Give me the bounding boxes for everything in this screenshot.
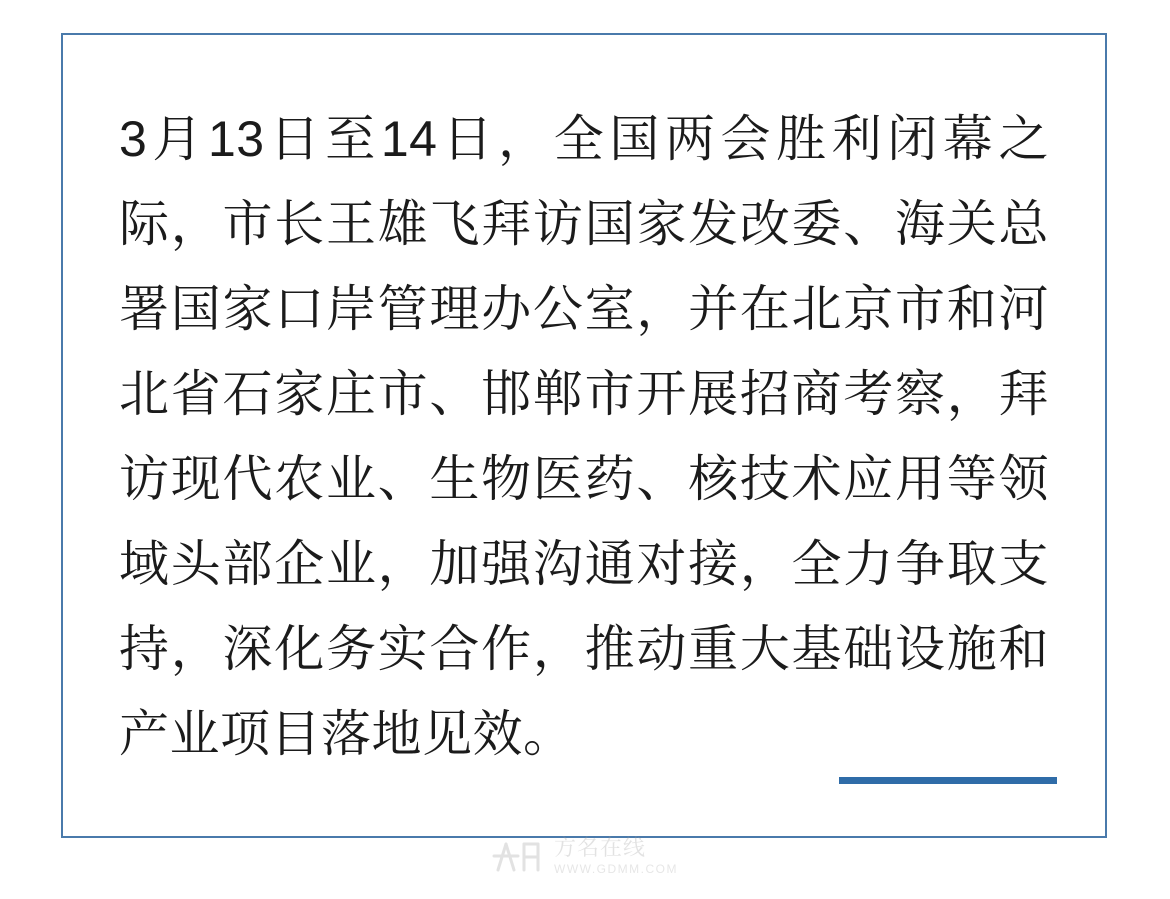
document-card <box>61 33 1107 838</box>
watermark-url: WWW.GDMM.COM <box>554 862 678 876</box>
watermark-name: 方名在线 <box>554 835 647 860</box>
accent-rule <box>839 777 1057 784</box>
watermark-text <box>554 837 678 875</box>
document-body-text: 3月13日至14日，全国两会胜利闭幕之际，市长王雄飞拜访国家发改委、海关总署国家口岸管理办公室，并在北京市和河北省石家庄市、邯郸市开展招商考察，拜访现代农业、生物医药、核技术应用等领域头部企业，加强沟通对接，全力争取支持，深化务实合作，推动重大基础设施和产业项目落地见效。 <box>119 111 1049 762</box>
watermark-logo-icon <box>492 836 544 876</box>
document-card-inner <box>63 35 1105 836</box>
watermark <box>0 827 1170 885</box>
